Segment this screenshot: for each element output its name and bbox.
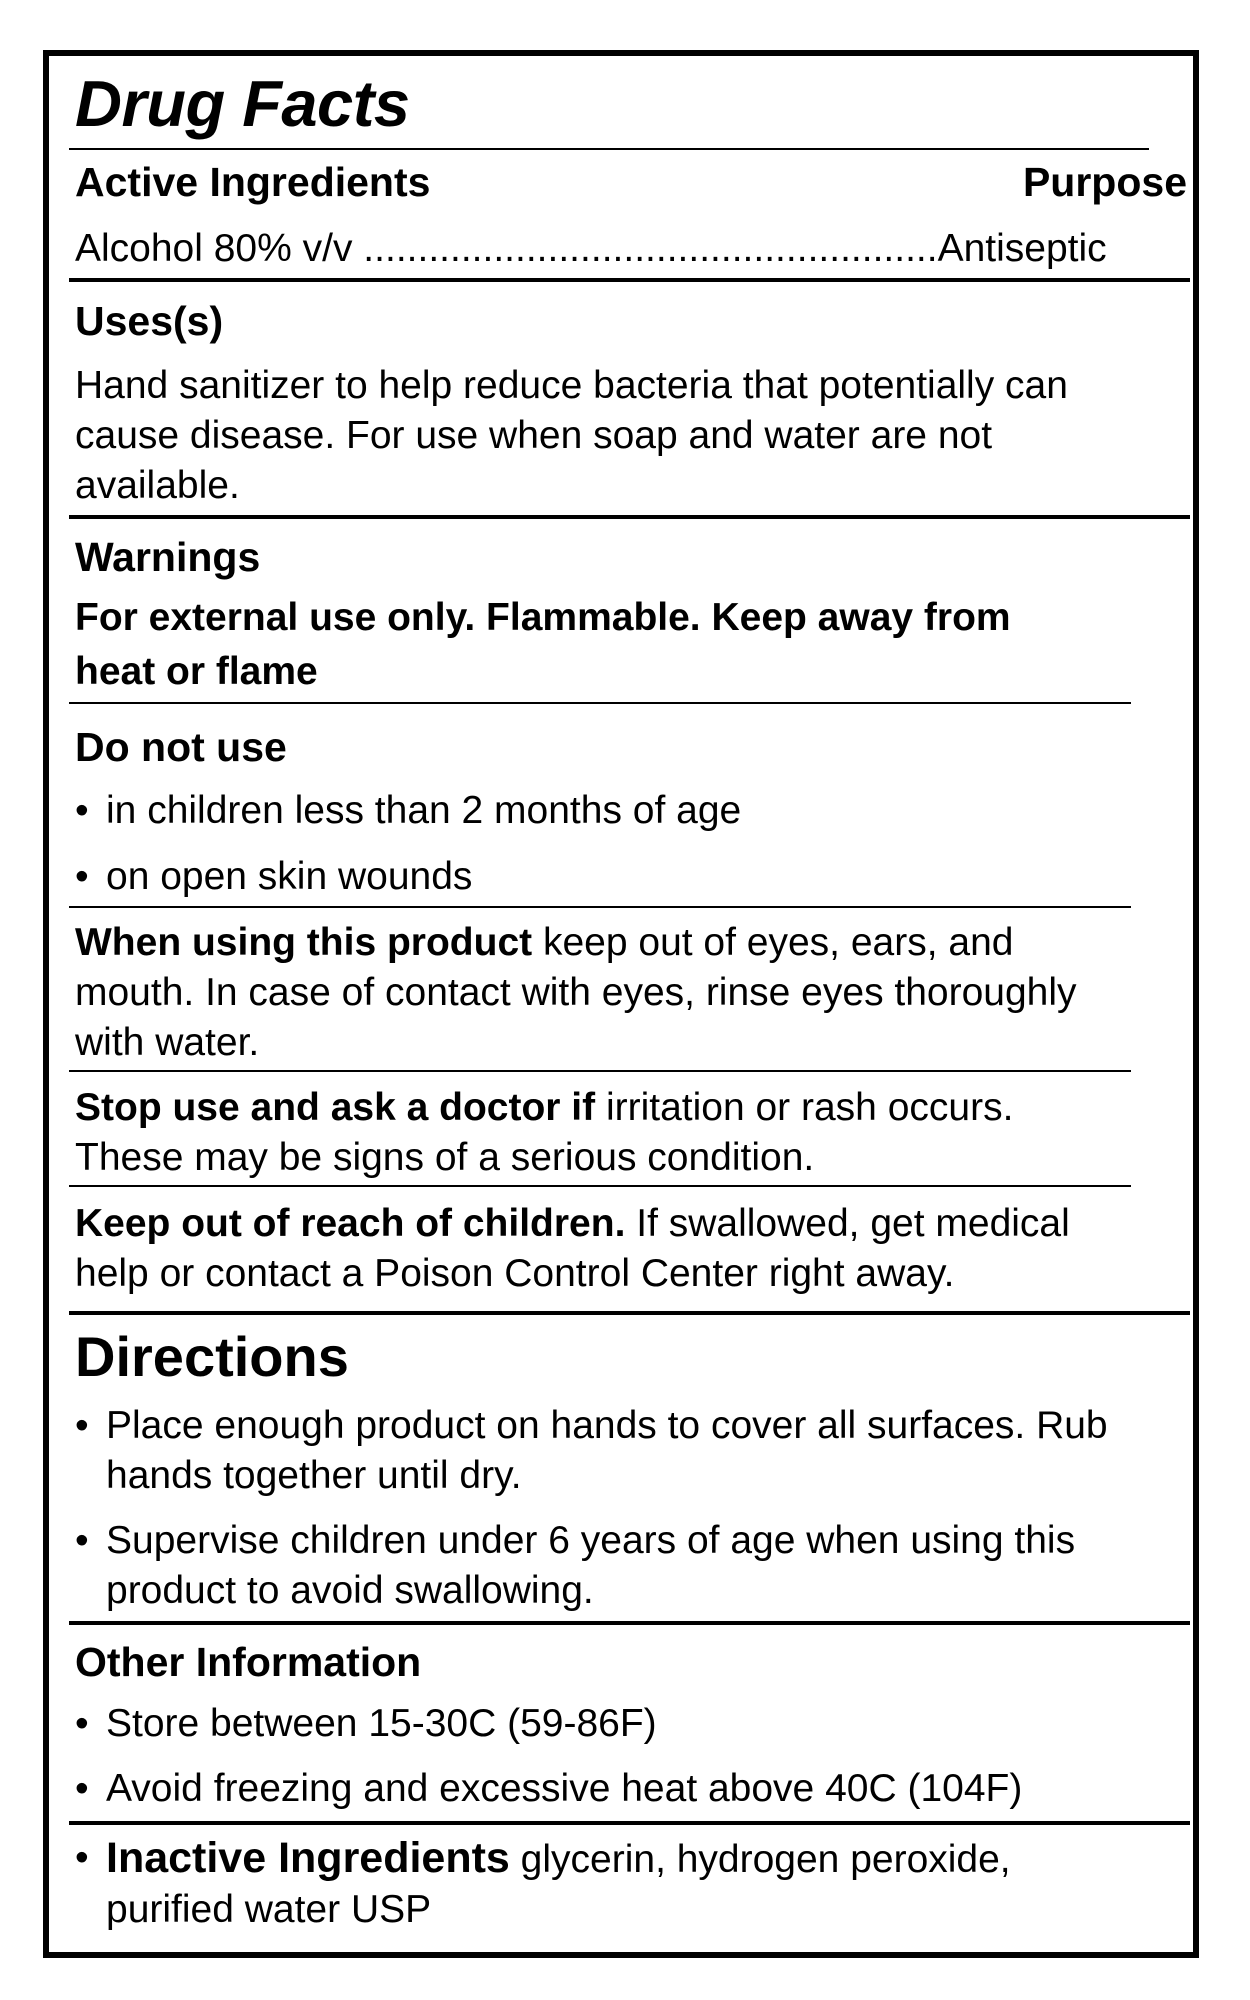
inactive-ingredients-label: Inactive Ingredients xyxy=(106,1834,510,1882)
active-ingredient-line: Alcohol 80% v/v .....................................................Antiseptic xyxy=(75,227,1107,270)
uses-heading: Uses(s) xyxy=(75,298,224,344)
when-using-text: When using this product keep out of eyes, ears, and mouth. In case of contact with eyes, rinse eyes thoroughly with water. xyxy=(75,921,1077,1064)
divider xyxy=(69,702,1131,704)
stop-use-label: Stop use and ask a doctor if xyxy=(75,1086,596,1129)
divider xyxy=(69,515,1190,519)
warnings-text: For external use only. Flammable. Keep away from heat or flame xyxy=(75,596,1011,693)
divider xyxy=(69,1070,1131,1072)
divider xyxy=(69,1311,1190,1315)
stop-use-text: Stop use and ask a doctor if irritation or rash occurs. These may be signs of a serious condition. xyxy=(75,1086,1014,1179)
when-using-label: When using this product xyxy=(75,921,533,964)
inactive-ingredients: • Inactive Ingredients glycerin, hydrogen peroxide, purified water USP xyxy=(75,1834,1011,1931)
divider xyxy=(69,278,1190,282)
divider xyxy=(69,148,1149,150)
bullet: • xyxy=(75,789,89,832)
list-item: • Store between 15-30C (59-86F) xyxy=(75,1699,1175,1749)
bullet: • xyxy=(75,1767,89,1810)
do-not-use-heading: Do not use xyxy=(75,724,287,770)
bullet: • xyxy=(75,855,89,898)
list-item: • Supervise children under 6 years of age when using this product to avoid swallowing. xyxy=(75,1516,1185,1616)
keep-out-label: Keep out of reach of children. xyxy=(75,1202,626,1245)
keep-out-text: Keep out of reach of children. If swallowed, get medical help or contact a Poison Control Center right away. xyxy=(75,1202,1070,1295)
other-information-heading: Other Information xyxy=(75,1639,422,1685)
list-item: • on open skin wounds xyxy=(75,852,1175,902)
divider xyxy=(69,906,1131,908)
list-item: • in children less than 2 months of age xyxy=(75,786,1175,836)
bullet: • xyxy=(75,1404,89,1447)
bullet: • xyxy=(75,1836,89,1879)
bullet: • xyxy=(75,1702,89,1745)
divider xyxy=(69,1821,1190,1825)
divider xyxy=(69,1621,1190,1625)
bullet: • xyxy=(75,1519,89,1562)
directions-heading: Directions xyxy=(75,1325,349,1388)
warnings-heading: Warnings xyxy=(75,534,261,580)
list-item: • Avoid freezing and excessive heat above 40C (104F) xyxy=(75,1764,1175,1814)
uses-text: Hand sanitizer to help reduce bacteria that potentially can cause disease. For use when soap and water are not available. xyxy=(75,364,1068,507)
drug-facts-title: Drug Facts xyxy=(75,67,410,140)
list-item: • Place enough product on hands to cover all surfaces. Rub hands together until dry. xyxy=(75,1401,1185,1501)
purpose-heading: Purpose xyxy=(1022,159,1187,205)
drug-facts-panel xyxy=(43,50,1199,1958)
active-ingredients-heading: Active Ingredients xyxy=(75,159,431,205)
divider xyxy=(69,1185,1131,1187)
